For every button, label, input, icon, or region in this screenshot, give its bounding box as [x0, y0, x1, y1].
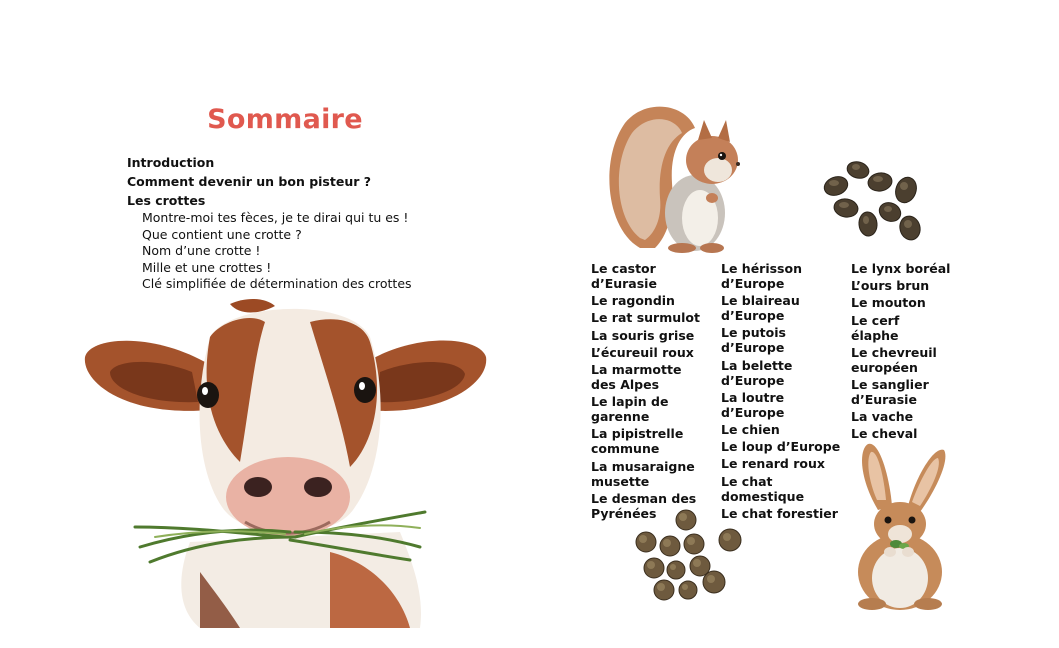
- list-item[interactable]: Le renard roux: [721, 456, 825, 472]
- list-item[interactable]: Le cerf élaphe: [851, 312, 900, 343]
- cow-illustration: [80, 292, 500, 628]
- toc-introduction[interactable]: Introduction: [127, 155, 215, 170]
- toc-subitem[interactable]: Clé simplifiée de détermination des crottes: [142, 276, 412, 292]
- list-item[interactable]: L’ours brun: [851, 278, 930, 294]
- list-item[interactable]: Le chien: [721, 421, 780, 437]
- page-title: Sommaire: [207, 104, 363, 135]
- squirrel-illustration: [600, 98, 750, 258]
- list-item[interactable]: La belette d’Europe: [721, 357, 793, 388]
- list-item[interactable]: Le castor d’Eurasie: [591, 261, 657, 291]
- list-item[interactable]: Le desman des Pyrénées: [591, 490, 697, 521]
- list-item[interactable]: Le mouton: [851, 295, 926, 311]
- list-item[interactable]: La musaraigne musette: [591, 458, 695, 489]
- toc-comment-devenir[interactable]: Comment devenir un bon pisteur ?: [127, 174, 371, 189]
- droppings-round-illustration: [630, 506, 750, 602]
- list-item[interactable]: La pipistrelle commune: [591, 426, 684, 457]
- list-item[interactable]: La souris grise: [591, 327, 695, 343]
- list-item[interactable]: Le chevreuil européen: [851, 344, 937, 375]
- toc-subitem[interactable]: Mille et une crottes !: [142, 259, 272, 275]
- list-item[interactable]: Le chat domestique: [721, 473, 805, 504]
- rabbit-illustration: [850, 440, 950, 612]
- animal-list-column-3: [851, 261, 951, 444]
- toc-subitem[interactable]: Que contient une crotte ?: [142, 226, 302, 242]
- toc-subitem[interactable]: Nom d’une crotte !: [142, 243, 261, 259]
- list-item[interactable]: La marmotte des Alpes: [591, 361, 682, 392]
- table-of-contents: [127, 153, 527, 293]
- droppings-oval-illustration: [818, 156, 928, 248]
- animal-list-column-2: [721, 261, 843, 523]
- list-item[interactable]: Le sanglier d’Eurasie: [851, 376, 929, 407]
- list-item[interactable]: Le rat surmulot: [591, 310, 700, 326]
- list-item[interactable]: La vache: [851, 409, 914, 425]
- list-item[interactable]: Le cheval: [851, 426, 918, 442]
- list-item[interactable]: Le putois d’Europe: [721, 325, 786, 356]
- list-item[interactable]: Le loup d’Europe: [721, 439, 841, 455]
- list-item[interactable]: Le lynx boréal: [851, 261, 951, 276]
- list-item[interactable]: Le ragondin: [591, 293, 675, 309]
- list-item[interactable]: Le hérisson d’Europe: [721, 261, 802, 291]
- toc-les-crottes[interactable]: Les crottes: [127, 193, 206, 208]
- list-item[interactable]: La loutre d’Europe: [721, 389, 785, 420]
- animal-list-column-1: [591, 261, 709, 523]
- list-item[interactable]: Le lapin de garenne: [591, 394, 669, 425]
- toc-subitem[interactable]: Montre-moi tes fèces, je te dirai qui tu es !: [142, 210, 409, 225]
- list-item[interactable]: L’écureuil roux: [591, 344, 694, 360]
- list-item[interactable]: Le chat forestier: [721, 505, 838, 521]
- list-item[interactable]: Le blaireau d’Europe: [721, 293, 800, 324]
